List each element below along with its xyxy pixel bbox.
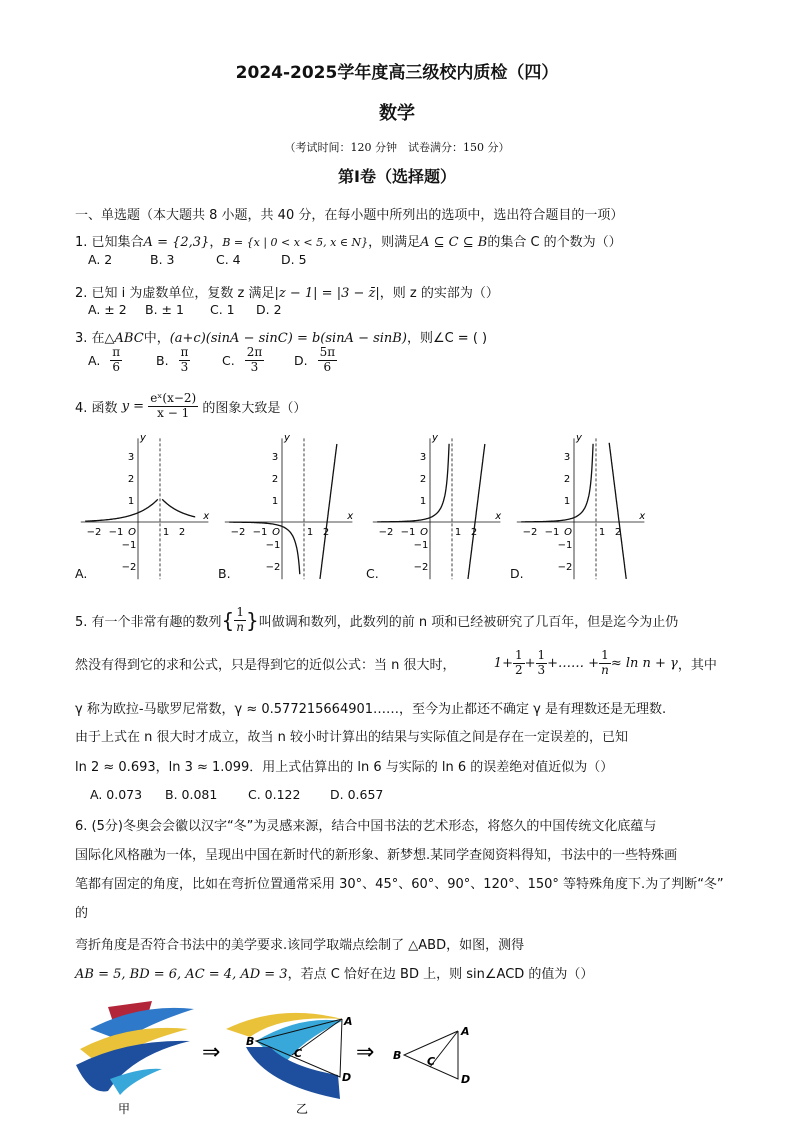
graph-b-tick-neg2: −2 bbox=[230, 527, 246, 538]
q3-lead: 3. 在 bbox=[75, 331, 105, 346]
q1-set-b: B = {x | 0 < x < 5, x ∈ N} bbox=[222, 236, 369, 249]
q1-option-b[interactable]: B. 3 bbox=[150, 252, 175, 267]
graph-a-tick-yneg1: −1 bbox=[121, 540, 137, 551]
q3-tail: ，则∠C = ( ) bbox=[406, 331, 488, 346]
graph-c-tick-neg2: −2 bbox=[378, 527, 394, 538]
graph-c-tick-1: 1 bbox=[454, 527, 462, 538]
emblem-yi bbox=[226, 1013, 353, 1116]
graph-a-tick-y3: 3 bbox=[127, 452, 135, 463]
q6-measurements: AB = 5, BD = 6, AC = 4, AD = 3 bbox=[75, 967, 288, 982]
question-6-line-6 bbox=[75, 963, 593, 982]
q4-denominator: x − 1 bbox=[157, 405, 190, 420]
label-jia: 甲 bbox=[118, 1102, 131, 1116]
graph-d-tick-yneg1: −1 bbox=[557, 540, 573, 551]
q1-option-a[interactable]: A. 2 bbox=[88, 252, 113, 267]
graph-d-y-label: y bbox=[576, 432, 582, 444]
q1-tail: ，则满足 bbox=[368, 235, 421, 250]
q4-tail: 的图象大致是（） bbox=[202, 400, 307, 416]
q3-option-b[interactable] bbox=[156, 346, 190, 375]
q4-option-b[interactable]: B. bbox=[218, 566, 231, 581]
graph-d-tick-neg1: −1 bbox=[544, 527, 560, 538]
q1-lead: 1. 已知集合 bbox=[75, 235, 144, 250]
graph-c-x-label: x bbox=[495, 511, 502, 522]
q5-f-num-1: 1 bbox=[514, 648, 523, 662]
arrow-1: ⇒ bbox=[202, 1040, 221, 1065]
graph-d-tick-yneg2: −2 bbox=[557, 562, 573, 573]
graph-d-origin: O bbox=[564, 527, 572, 538]
graph-a-tick-neg1: −1 bbox=[108, 527, 124, 538]
question-3 bbox=[75, 327, 487, 346]
q4-option-c[interactable]: C. bbox=[366, 566, 379, 581]
q5-option-d[interactable]: D. 0.657 bbox=[330, 787, 384, 802]
graph-d-x-label: x bbox=[639, 511, 646, 522]
q3-option-a-num: π bbox=[112, 345, 121, 359]
graph-a-tick-1: 1 bbox=[162, 527, 170, 538]
q5-f-num-3: 1 bbox=[599, 649, 611, 664]
q5-seq-lbrace: { bbox=[221, 608, 235, 633]
triangle-abd bbox=[393, 1025, 470, 1086]
q2-equation: |z − 1| = |3 − z̄| bbox=[274, 286, 380, 301]
graph-b-tick-y3: 3 bbox=[271, 452, 279, 463]
q3-option-a-den: 6 bbox=[112, 359, 121, 374]
graph-b-y-label: y bbox=[284, 432, 290, 444]
q5-f-den-3: n bbox=[601, 662, 609, 677]
tri-label-d: D bbox=[461, 1073, 471, 1086]
q4-option-d[interactable]: D. bbox=[510, 566, 524, 581]
question-5-line-2 bbox=[75, 649, 717, 678]
q5-formula-d: ≈ ln n + γ bbox=[610, 655, 678, 671]
q5-seq-rbrace: } bbox=[246, 608, 259, 633]
q1-option-d[interactable]: D. 5 bbox=[281, 252, 307, 267]
q1-option-c[interactable]: C. 4 bbox=[216, 252, 241, 267]
graph-d-curve-left bbox=[521, 444, 593, 522]
q5-formula-a: 1+ bbox=[493, 655, 513, 671]
exam-info: （考试时间：120 分钟 试卷满分：150 分） bbox=[284, 141, 510, 154]
question-6-line-3: 笔都有固定的角度，比如在弯折位置通常采用 30°、45°、60°、90°、120°、150° 等特殊角度下.为了判断“冬” bbox=[75, 877, 724, 892]
graph-b-curve-right bbox=[320, 444, 337, 579]
graph-d-tick-neg2: −2 bbox=[522, 527, 538, 538]
q6-figure bbox=[70, 995, 490, 1120]
graph-a-tick-2: 2 bbox=[178, 527, 186, 538]
q5-seq-den: n bbox=[236, 619, 245, 634]
graph-d-tick-1: 1 bbox=[598, 527, 606, 538]
q3-option-d-den: 6 bbox=[323, 359, 332, 374]
q3-option-c-num: 2π bbox=[246, 345, 263, 359]
q5-lead: 5. 有一个非常有趣的数列 bbox=[75, 614, 222, 630]
graph-a-curve-right bbox=[162, 499, 195, 517]
q2-option-a[interactable]: A. ± 2 bbox=[88, 302, 127, 317]
q3-option-a[interactable] bbox=[88, 346, 122, 375]
q5-option-b[interactable]: B. 0.081 bbox=[165, 787, 218, 802]
graph-c-tick-y1: 1 bbox=[419, 496, 427, 507]
graph-b-tick-y2: 2 bbox=[271, 474, 279, 485]
q2-lead: 2. 已知 i 为虚数单位，复数 z 满足 bbox=[75, 286, 275, 301]
question-4 bbox=[75, 392, 306, 421]
q3-option-d[interactable] bbox=[294, 346, 337, 375]
graph-c-curve-right bbox=[468, 444, 485, 579]
q3-option-d-num: 5π bbox=[319, 345, 336, 359]
q4-lead: 4. 函数 bbox=[75, 400, 118, 416]
q3-option-b-num: π bbox=[180, 345, 189, 359]
graph-d-tick-y2: 2 bbox=[563, 474, 571, 485]
graph-b-tick-2: 2 bbox=[322, 527, 330, 538]
tri-label-b: B bbox=[393, 1049, 402, 1062]
question-5-line-1 bbox=[75, 606, 678, 635]
q3-option-b-den: 3 bbox=[180, 359, 189, 374]
q4-numerator: eˣ(x−2) bbox=[150, 391, 197, 405]
graph-c-tick-2: 2 bbox=[470, 527, 478, 538]
graph-a-tick-yneg2: −2 bbox=[121, 562, 137, 573]
section-title: 第Ⅰ卷（选择题） bbox=[338, 167, 456, 186]
graph-c-curve-left bbox=[377, 444, 449, 522]
graph-d-tick-y1: 1 bbox=[563, 496, 571, 507]
question-1 bbox=[75, 231, 622, 250]
yi-label-d: D bbox=[342, 1071, 352, 1084]
q5-formula-c: +…… + bbox=[547, 655, 600, 671]
question-5-line-4: 由于上式在 n 很大时才成立，故当 n 较小时计算出的结果与实际值之间是存在一定误差的，已知 bbox=[75, 730, 629, 745]
graph-c-tick-yneg2: −2 bbox=[413, 562, 429, 573]
question-6-line-4: 的 bbox=[75, 906, 89, 921]
q3-option-d-label: D. bbox=[294, 352, 308, 368]
q5-option-a[interactable]: A. 0.073 bbox=[90, 787, 143, 802]
q5-f-den-1: 2 bbox=[514, 662, 523, 677]
graph-d-tick-2: 2 bbox=[614, 527, 622, 538]
q6-line6-tail: ，若点 C 恰好在边 BD 上，则 sin∠ACD 的值为（） bbox=[287, 967, 594, 982]
emblem-jia bbox=[76, 1001, 194, 1116]
q3-mid: 中， bbox=[143, 331, 170, 346]
graph-b-tick-1: 1 bbox=[306, 527, 314, 538]
graph-a-curve-left bbox=[85, 499, 158, 521]
graph-b-tick-yneg2: −2 bbox=[265, 562, 281, 573]
part-one-heading: 一、单选题（本大题共 8 小题，共 40 分，在每小题中所列出的选项中，选出符合题目的一项） bbox=[75, 208, 624, 223]
yi-label-b: B bbox=[246, 1035, 255, 1048]
q5-seq-num: 1 bbox=[234, 606, 246, 621]
q5-line1-tail: 叫做调和数列，此数列的前 n 项和已经被研究了几百年，但是迄今为止仍 bbox=[258, 614, 679, 630]
q1-set-a: A = {2,3} bbox=[143, 235, 210, 250]
q4-y: y = bbox=[121, 398, 145, 414]
graph-c-tick-y2: 2 bbox=[419, 474, 427, 485]
graph-b-tick-yneg1: −1 bbox=[265, 540, 281, 551]
q2-tail: ，则 z 的实部为（） bbox=[379, 286, 499, 301]
q3-option-a-label: A. bbox=[88, 352, 101, 368]
question-6-line-1: 6. (5分)冬奥会会徽以汉字“冬”为灵感来源，结合中国书法的艺术形态，将悠久的中国传统文化底蕴与 bbox=[75, 819, 657, 834]
graph-a-tick-neg2: −2 bbox=[86, 527, 102, 538]
question-2 bbox=[75, 282, 499, 301]
graph-a-origin: O bbox=[128, 527, 136, 538]
tri-label-c: C bbox=[427, 1055, 436, 1068]
q2-option-c[interactable]: C. 1 bbox=[210, 302, 235, 317]
graph-a-y-label: y bbox=[140, 432, 146, 444]
arrow-2: ⇒ bbox=[356, 1040, 375, 1065]
q3-equation: (a+c)(sinA − sinC) = b(sinA − sinB) bbox=[169, 331, 407, 346]
yi-label-a: A bbox=[344, 1015, 353, 1028]
q2-option-b[interactable]: B. ± 1 bbox=[145, 302, 184, 317]
graph-d-curve-right bbox=[609, 443, 626, 579]
exam-title: 2024-2025学年度高三级校内质检（四） bbox=[235, 63, 559, 83]
graph-b-origin: O bbox=[272, 527, 280, 538]
question-6-line-2: 国际化风格融为一体，呈现出中国在新时代的新形象、新梦想.某同学查阅资料得知，书法中的一些特殊画 bbox=[75, 848, 678, 863]
graph-a-tick-y2: 2 bbox=[127, 474, 135, 485]
q3-triangle: △ABC bbox=[104, 331, 144, 346]
yi-label-c: C bbox=[294, 1047, 303, 1060]
q5-f-den-2: 3 bbox=[537, 662, 546, 677]
q1-sep: ， bbox=[209, 235, 223, 250]
graph-d-tick-y3: 3 bbox=[563, 452, 571, 463]
subject-title: 数学 bbox=[379, 103, 415, 124]
q5-option-c[interactable]: C. 0.122 bbox=[248, 787, 301, 802]
graph-c-y-label: y bbox=[432, 432, 438, 444]
graph-c-tick-yneg1: −1 bbox=[413, 540, 429, 551]
q4-option-a[interactable]: A. bbox=[75, 566, 88, 581]
q5-line2-text: 然没有得到它的求和公式，只是得到它的近似公式：当 n 很大时， bbox=[75, 657, 456, 673]
q5-f-num-2: 1 bbox=[537, 648, 546, 662]
q5-formula-b: + bbox=[524, 655, 536, 671]
q2-option-d[interactable]: D. 2 bbox=[256, 302, 282, 317]
graph-b-tick-y1: 1 bbox=[271, 496, 279, 507]
q1-relation: A ⊆ C ⊆ B bbox=[420, 235, 488, 250]
q1-tail2: 的集合 C 的个数为（） bbox=[487, 235, 622, 250]
graph-c-origin: O bbox=[420, 527, 428, 538]
graph-a-tick-y1: 1 bbox=[127, 496, 135, 507]
q5-line2-tail: ，其中 bbox=[677, 657, 717, 673]
question-5-line-3: γ 称为欧拉-马歇罗尼常数，γ ≈ 0.577215664901……，至今为止都还不确定 γ 是有理数还是无理数. bbox=[75, 702, 667, 717]
q3-option-c-label: C. bbox=[222, 352, 235, 368]
q3-option-c[interactable] bbox=[222, 346, 264, 375]
q3-option-b-label: B. bbox=[156, 352, 169, 368]
graph-c-tick-neg1: −1 bbox=[400, 527, 416, 538]
q4-graphs bbox=[70, 432, 646, 582]
question-5-line-5: ln 2 ≈ 0.693，ln 3 ≈ 1.099．用上式估算出的 ln 6 与实际的 ln 6 的误差绝对值近似为（） bbox=[75, 760, 614, 775]
label-yi: 乙 bbox=[296, 1102, 309, 1116]
graph-b-tick-neg1: −1 bbox=[252, 527, 268, 538]
graph-a-x-label: x bbox=[203, 511, 210, 522]
tri-label-a: A bbox=[461, 1025, 470, 1038]
question-6-line-5: 弯折角度是否符合书法中的美学要求.该同学取端点绘制了 △ABD，如图，测得 bbox=[75, 938, 525, 953]
graph-c-tick-y3: 3 bbox=[419, 452, 427, 463]
q3-option-c-den: 3 bbox=[250, 359, 259, 374]
graph-b-x-label: x bbox=[347, 511, 354, 522]
